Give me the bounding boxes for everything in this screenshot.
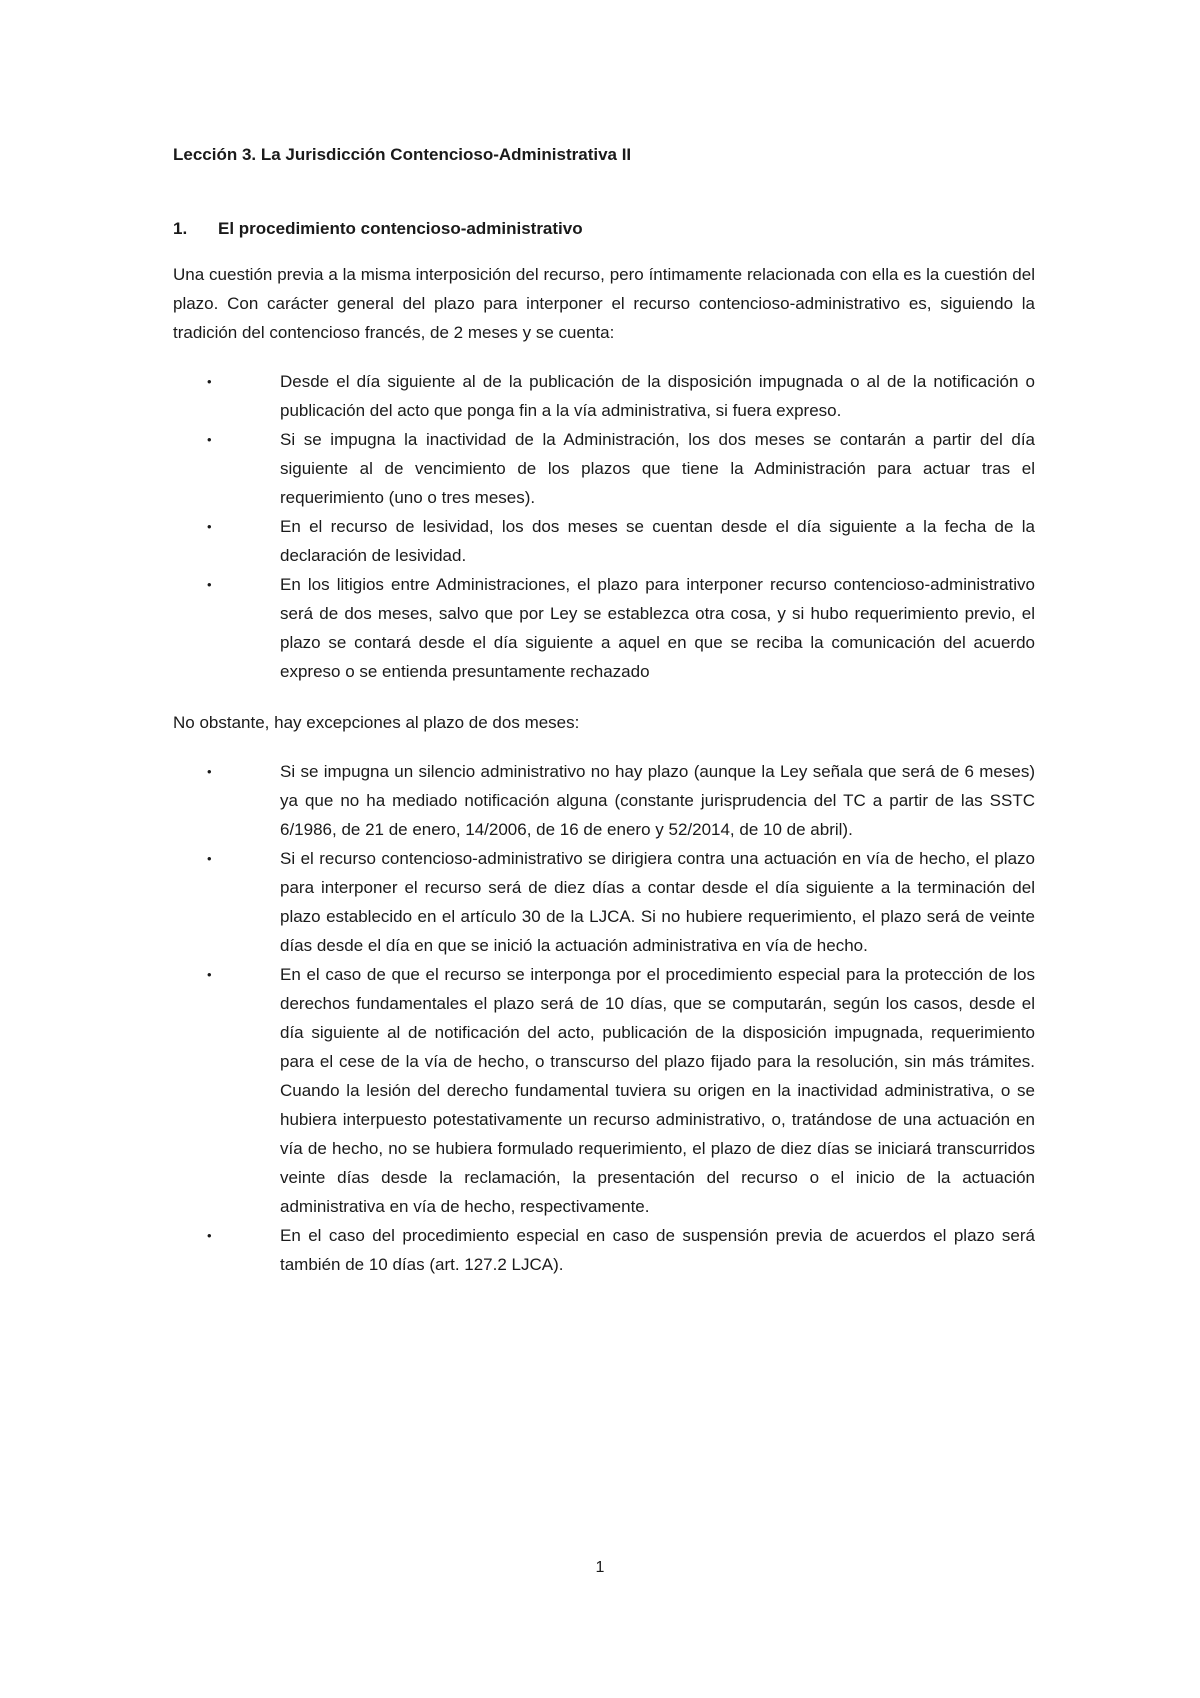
list-item [173,512,1035,570]
list-item [173,1221,1035,1279]
list-item [173,570,1035,686]
document-title: Lección 3. La Jurisdicción Contencioso-Administrativa II [173,145,632,164]
page-number: 1 [595,1559,605,1576]
list-item-text: Si se impugna la inactividad de la Administración, los dos meses se contarán a partir del día siguiente al de vencimiento de los plazos que tiene la Administración para actuar tras el requerimiento (uno o tres meses). [280,430,1035,507]
list-item-text: Si el recurso contencioso-administrativo se dirigiera contra una actuación en vía de hecho, el plazo para interponer el recurso será de diez días a contar desde el día siguiente a la terminación del plazo establecido en el artículo 30 de la LJCA. Si no hubiere requerimiento, el plazo será de veinte días desde el día en que se inició la actuación administrativa en vía de hecho. [280,849,1035,955]
list-item [173,425,1035,512]
list-item [173,757,1035,844]
document-page [173,140,1035,1301]
bullet-icon: • [207,1228,212,1243]
list-item-text: En el caso del procedimiento especial en caso de suspensión previa de acuerdos el plazo será también de 10 días (art. 127.2 LJCA). [280,1226,1035,1274]
second-bullet-list [173,757,1035,1279]
list-item [173,367,1035,425]
bullet-icon: • [207,577,212,592]
section-heading-text: El procedimiento contencioso-administrativo [218,219,583,238]
first-bullet-list [173,367,1035,686]
list-item [173,960,1035,1221]
bullet-icon: • [207,374,212,389]
list-item-text: En los litigios entre Administraciones, el plazo para interponer recurso contencioso-administrativo será de dos meses, salvo que por Ley se establezca otra cosa, y si hubo requerimiento previo, el plazo se contará desde el día siguiente a aquel en que se reciba la comunicación del acuerdo expreso o se entienda presuntamente rechazado [280,575,1035,681]
bullet-icon: • [207,764,212,779]
list-item-text: En el caso de que el recurso se interponga por el procedimiento especial para la protección de los derechos fundamentales el plazo será de 10 días, que se computarán, según los casos, desde el día siguiente al de notificación del acto, publicación de la disposición impugnada, requerimiento para el cese de la vía de hecho, o transcurso del plazo fijado para la resolución, sin más trámites. Cuando la lesión del derecho fundamental tuviera su origen en la inactividad administrativa, o se hubiera interpuesto potestativamente un recurso administrativo, o, tratándose de una actuación en vía de hecho, no se hubiera formulado requerimiento, el plazo de diez días se iniciará transcurridos veinte días desde la reclamación, la presentación del recurso o el inicio de la actuación administrativa en vía de hecho, respectivamente. [280,965,1035,1216]
bullet-icon: • [207,851,212,866]
bullet-icon: • [207,519,212,534]
list-item-text: En el recurso de lesividad, los dos meses se cuentan desde el día siguiente a la fecha de la declaración de lesividad. [280,517,1035,565]
list-item-text: Desde el día siguiente al de la publicación de la disposición impugnada o al de la notificación o publicación del acto que ponga fin a la vía administrativa, si fuera expreso. [280,372,1035,420]
list-item [173,844,1035,960]
list-item-text: Si se impugna un silencio administrativo no hay plazo (aunque la Ley señala que será de 6 meses) ya que no ha mediado notificación alguna (constante jurisprudencia del TC a partir de las SSTC 6/1986, de 21 de enero, 14/2006, de 16 de enero y 52/2014, de 10 de abril). [280,762,1035,839]
exceptions-intro: No obstante, hay excepciones al plazo de dos meses: [173,713,580,732]
section-heading [173,214,1035,244]
bullet-icon: • [207,967,212,982]
section-number: 1. [173,219,188,238]
intro-paragraph: Una cuestión previa a la misma interposición del recurso, pero íntimamente relacionada con ella es la cuestión del plazo. Con carácter general del plazo para interponer el recurso contencioso-administrativo es, siguiendo la tradición del contencioso francés, de 2 meses y se cuenta: [173,265,1035,342]
bullet-icon: • [207,432,212,447]
